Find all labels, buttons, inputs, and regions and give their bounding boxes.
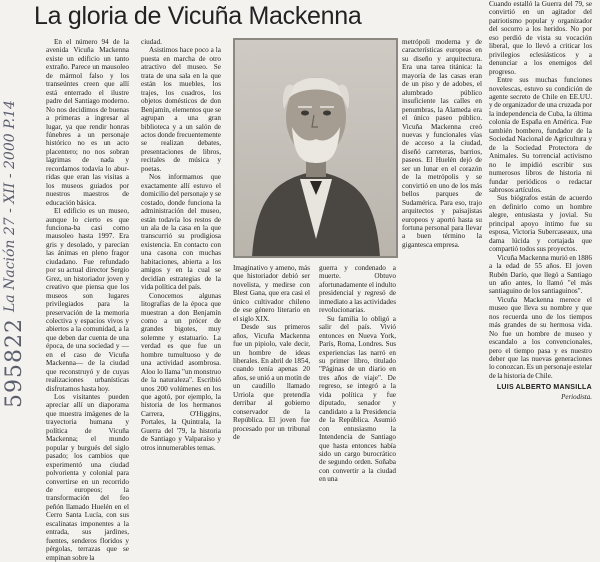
- paragraph: Asistimos hace poco a la puesta en marcha de otro atractivo del museo. Se trata de una sala en la que están los muebles, los trajes, los cuadros, los objetos domésticos de don Benjamín, elementos que se agrupan a una gran biblioteca y a un salón de actos donde frecuentemente se realizan debates, presentaciones de libros, recitales de música y poetas.: [141, 46, 221, 173]
- paragraph: Los visitantes pueden apreciar allí un diaporama que muestra imágenes de la trayectoria humana y política de Vicuña Mackenna; el mundo popular y burgués del siglo pasado; los cambios que experimentó una ciudad polvorienta y colonial para convertirse en un recorrido de europeos; la transformación del feo peñón llamado Huelén en el Cerro Santa Lucía, con sus escalinatas imponentes a la entrada, sus jardines, fuentes, senderos floridos y pérgolas, terrazas que se empinan sobre la: [46, 393, 129, 562]
- paragraph: guerra y condenado a muerte. Obtuvo afortunadamente el indulto presidencial y regresó de inmediato a las actividades revolucionarias.: [319, 264, 396, 315]
- paragraph: Desde sus primeros años, Vicuña Mackenna fue un pipiolo, vale decir, un hombre de ideas liberales. En abril de 1854, cuando tenía apenas 20 años, se unió a un motín de un caudillo llamado Urriola que pretendía derribar al gobierno conservador de la República. El joven fue procesado por un tribunal de: [233, 323, 310, 442]
- byline: LUIS ALBERTO MANSILLA: [496, 384, 592, 392]
- paragraph: Nos informamos que exactamente allí estuvo el domicilio del personaje y se costado, donde funciona la administración del museo, están todavía los restos de un ala de la casa en la que transcurrió su prodigiosa existencia. En contacto con una casona con muchas habitaciones, abierta a los amigos y en la cual se decidían estrategias de la vida política del país.: [141, 173, 221, 292]
- paragraph: Vicuña Mackenna merece el museo que lleva su nombre y que nos recuerda uno de los tiempos más grandes de su hermosa vida. No fue un hombre de museo y escandalo a los convencionales, pero el tiempo pasa y es nuestro deber que las nuevas generaciones lo conozcan. Es un personaje estelar de la historia de Chile.: [489, 295, 592, 380]
- paragraph: Vicuña Mackenna murió en 1886 a la edad de 55 años. El joven Rubén Darío, que llegó a Santiago un año antes, lo llamó "el más santiaguino de los santiaguinos".: [489, 253, 592, 296]
- paragraph: Cuando estalló la Guerra del 79, se convirtió en un agitador del patriotismo popular y organizador del socorro a los heridos. No por eso perdió de vista su vocación liberal, que lo llevó a criticar los privilegios eclesiásticos y a denunciar a los enemigos del progreso.: [489, 0, 592, 76]
- handwritten-source-note: La Nación 27 - XII - 2000 P.14: [2, 100, 18, 312]
- paragraph: Imaginativo y ameno, más que historiador debió ser novelista, y medirse con Blest Gana, que era casi el único cultivador chileno de ese género literario en el siglo XIX.: [233, 264, 310, 323]
- portrait-photo-icon: [234, 39, 397, 257]
- column-5: [233, 264, 310, 442]
- paragraph: ciudad.: [141, 38, 162, 46]
- paragraph: metrópoli moderna y de características europeas en su diseño y arquitectura. Era una tarea titánica: la mayoría de las casas eran de un piso y de adobes, el alumbrado público insuficiente las calles en penumbras, la Alameda era el único paseo público. Vicuña Mackenna creó nuevas y funcionales vías de acceso a la ciudad, diseñó carreteras, barrios, paseos. El Huelén dejó de ser un lunar en el corazón de la metrópolis y se convirtió en uno de los más bellos parques de Sudamérica. Para eso, trajo arquitectos y paisajistas europeos y aportó hasta su fortuna personal para llevar a buen término la gigantesca empresa.: [402, 38, 482, 249]
- paragraph: Sus biógrafos están de acuerdo en definirlo como un hombre alegre, entusiasta y jovial. Su principal apoyo íntimo fue su esposa, Victoria Subercaseaux, una dama lúcida y cortajada que compartió todos sus proyectos.: [489, 194, 592, 254]
- paragraph: Conocemos algunas litografías de la época que muestran a don Benjamín como a un prócer de grandes bigotes, muy solemne y estatuario. La verdad es que fue un hombre tumultuoso y de una actividad asombrosa. Aloo lo llama "un monstruo de la naturaleza". Escribió unos 200 volúmenes en los que agotó, por ejemplo, la historia de los hermanos Carrera, O'Higgins, Portales, la Quintrala, la Guerra del '79, la historia de Santiago y Valparaíso y otros innumerables temas.: [141, 291, 221, 452]
- portrait-photo: [233, 38, 398, 258]
- paragraph: Entre sus muchas funciones novelescas, estuvo su condición de agente secreto de Chile en EE.UU. y de organizador de una cruzada por la independencia de Cuba, la última colonia de España en América. Fue también bombero, fundador de la Sociedad Nacional de Agricultura y de la Sociedad Protectora de Animales. Su torrencial activismo no le impidió escribir sus numerosos libros de historia ni fundar periódicos o redactar sabrosos artículos.: [489, 76, 592, 194]
- column-4: [489, 0, 592, 418]
- paragraph: Su familia lo obligó a salir del país. Vivió entonces en Nueva York, París, Roma, Londres. Sus experiencias las narró en su primer libro, titulado "Páginas de un diario en tres años de viaje". De regreso, se integró a la vida política y fue diputado, senador y candidato a la Presidencia de la República. Asumió con entusiasmo la Intendencia de Santiago que hasta entonces había sido un cargo burocrático de segundo orden. Soñaba con convertir a la ciudad en una: [319, 314, 396, 484]
- paragraph: En el número 94 de la avenida Vicuña Mackenna existe un edificio un tanto extraño. Parece un mausoleo de mármol falso y los transeúntes creen que allí está enterrado el ilustre padre del Santiago moderno. No nos decidimos de buenas a primeras a ingresar al lugar, ya que rendir honras fúnebres a un personaje histórico no es un acto placentero; no nos sobran lágrimas de nada y recordamos todavía lo abur-ridas que eran las visitas a los museos guiados por nuestros maestros de educación básica.: [46, 38, 129, 207]
- column-2: [141, 38, 221, 452]
- column-6: [319, 264, 396, 484]
- column-3: [402, 38, 482, 418]
- headline: La gloria de Vicuña Mackenna: [34, 2, 362, 30]
- archive-number: 595822: [2, 318, 27, 408]
- paragraph: El edificio es un museo, aunque lo cierto es que funciona-ba casi como mausoleo hasta 1997. Era gris y desolado, y parecían las ánimas en pleno fragor ciudadano. Fue refundado por su actual director Sergio Grez, un historiador joven y creativo que piensa que los museos son lugares privilegiados para la preservación de la memoria colectiva y espacios vivos y abiertos a la comunidad, a la que deben dar cuenta de una época, de una sociedad y —en el caso de Vicuña Mackenna— de la ciudad que reconstruyó y de cuyas realizaciones urbanísticas disfrutamos hasta hoy.: [46, 207, 129, 393]
- byline-role: Periodista.: [561, 392, 592, 401]
- column-1: [46, 38, 129, 562]
